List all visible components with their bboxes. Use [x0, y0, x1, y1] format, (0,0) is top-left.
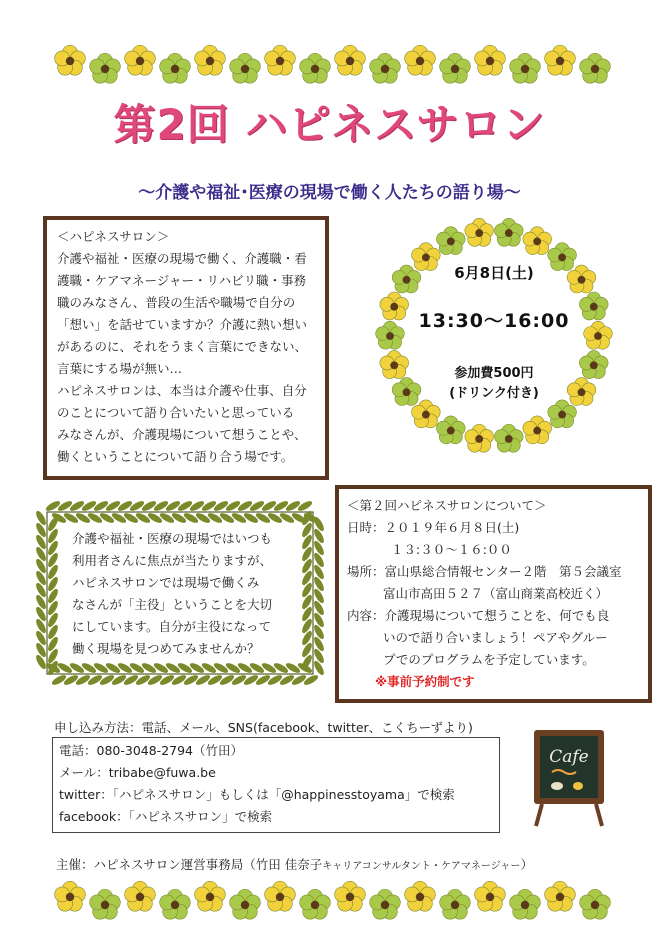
flower-icon [335, 881, 366, 911]
flower-icon [160, 889, 191, 919]
contact-twitter: twitter：「ハピネスサロン」もしくは「@happinesstoyama」で検索 [59, 787, 455, 802]
leaf-icon [272, 499, 289, 513]
leaf-icon [98, 511, 115, 525]
intro-line: 言葉にする場が無い… [57, 361, 183, 376]
leaf-icon [300, 629, 314, 646]
flower-icon [440, 53, 471, 83]
leaf-icon [188, 499, 205, 513]
leaf-line: にしています。自分が主役になって [72, 619, 272, 634]
leaf-icon [74, 673, 91, 687]
leaf-icon [56, 661, 73, 675]
flower-border-top [52, 45, 612, 85]
fee-label: 参加費500円 [454, 366, 534, 381]
leaf-icon [34, 593, 48, 610]
leaf-icon [266, 511, 283, 525]
leaf-icon [312, 551, 326, 568]
intro-heading: ＜ハピネスサロン＞ [57, 229, 170, 244]
leaf-icon [300, 581, 314, 598]
leaf-icon [300, 533, 314, 550]
leaf-icon [80, 499, 97, 513]
event-fee [372, 364, 616, 404]
leaf-icon [146, 511, 163, 525]
event-time: 13:30～16:00 [418, 310, 570, 332]
flower-icon [125, 45, 156, 75]
leaf-icon [86, 511, 103, 525]
leaf-icon [46, 587, 60, 604]
flower-icon [523, 416, 552, 444]
intro-line: 「想い」を話せていますか？介護に熱い想い [57, 317, 308, 332]
leaf-icon [266, 673, 283, 687]
leaf-icon [74, 511, 91, 525]
flower-icon [90, 53, 121, 83]
leaf-line: 働く現場を見つめてみませんか？ [72, 641, 260, 656]
leaf-icon [170, 673, 187, 687]
leaf-icon [300, 545, 314, 562]
leaf-icon [300, 521, 314, 538]
leaf-icon [46, 551, 60, 568]
leaf-icon [194, 673, 211, 687]
flower-icon [580, 53, 611, 83]
leaf-icon [116, 499, 133, 513]
leaf-icon [312, 635, 326, 652]
flower-icon [125, 881, 156, 911]
details-date: 日時：２０１９年６月８日(土) [347, 520, 520, 535]
leaf-icon [152, 661, 169, 675]
leaf-icon [34, 641, 48, 658]
leaf-icon [46, 635, 60, 652]
leaf-icon [254, 511, 271, 525]
cafe-sign-icon [530, 728, 608, 828]
contact-mail: メール：tribabe@fuwa.be [59, 765, 216, 780]
organizer-role: キャリアコンサルタント・ケアマネージャー [322, 861, 521, 872]
organizer-close: ） [520, 857, 533, 872]
leaf-icon [128, 661, 145, 675]
flower-icon [510, 889, 541, 919]
leaf-icon [34, 533, 48, 550]
leaf-icon [176, 499, 193, 513]
intro-box [43, 216, 329, 480]
leaf-icon [242, 673, 259, 687]
details-content-cont: プでのプログラムを予定しています。 [383, 652, 595, 667]
leaf-icon [62, 511, 79, 525]
leaf-icon [92, 661, 109, 675]
leaf-icon [46, 563, 60, 580]
leaf-icon [34, 557, 48, 574]
leaf-icon [104, 661, 121, 675]
leaf-icon [300, 593, 314, 610]
organizer [56, 855, 533, 873]
flower-icon [90, 889, 121, 919]
leaf-icon [312, 539, 326, 556]
details-place: 場所：富山県総合情報センター２階 第５会議室 [347, 564, 622, 579]
flower-icon [405, 881, 436, 911]
leaf-icon [44, 499, 61, 513]
event-date: 6月8日(土) [454, 264, 534, 282]
leaf-line: 介護や福祉・医療の現場ではいつも [72, 531, 273, 546]
flower-icon [545, 45, 576, 75]
leaf-icon [110, 673, 127, 687]
leaf-icon [176, 661, 193, 675]
flower-icon [465, 218, 494, 246]
leaf-icon [278, 673, 295, 687]
leaf-icon [46, 611, 60, 628]
flower-icon [55, 45, 86, 75]
flower-border-bottom [52, 881, 612, 921]
leaf-icon [236, 499, 253, 513]
organizer-main: 主催：ハピネスサロン運営事務局（竹田 佳奈子 [56, 857, 323, 872]
leaf-icon [312, 587, 326, 604]
leaf-icon [272, 661, 289, 675]
flower-icon [335, 45, 366, 75]
intro-line: ハピネスサロンは、本当は介護や仕事、自分 [57, 383, 307, 398]
leaf-icon [212, 499, 229, 513]
flower-icon [300, 889, 331, 919]
event-details-box [335, 485, 652, 703]
apply-heading: 申し込み方法：電話、メール、SNS(facebook、twitter、こくちーずより) [54, 720, 473, 735]
intro-line: 護職・ケアマネージャー・リハビリ職・事務 [57, 273, 307, 288]
leaf-icon [200, 499, 217, 513]
leaf-icon [140, 499, 157, 513]
leaf-icon [218, 673, 235, 687]
intro-line: みなさんが、介護現場について想うことや、 [57, 427, 307, 442]
leaf-icon [284, 499, 301, 513]
leaf-box-text [72, 528, 292, 660]
details-address: 富山市高田５２７（富山商業高校近く） [383, 586, 609, 601]
leaf-icon [290, 673, 307, 687]
flower-icon [475, 881, 506, 911]
leaf-icon [46, 527, 60, 544]
flower-icon [55, 881, 86, 911]
flower-icon [580, 889, 611, 919]
leaf-icon [300, 617, 314, 634]
flower-icon [436, 227, 465, 255]
intro-line: 介護や福祉・医療の現場で働く、介護職・看 [57, 251, 307, 266]
leaf-line: 利用者さんに焦点が当たりますが、 [72, 553, 273, 568]
leaf-icon [312, 659, 326, 676]
leaf-icon [242, 511, 259, 525]
leaf-icon [98, 673, 115, 687]
leaf-icon [260, 499, 277, 513]
details-heading: ＜第２回ハピネスサロンについて＞ [347, 498, 547, 513]
leaf-icon [34, 545, 48, 562]
leaf-icon [152, 499, 169, 513]
intro-line: があるのに、それをうまく言葉にできない、 [57, 339, 308, 354]
cafe-sign-text: Cafe [549, 747, 589, 767]
flower-icon [370, 889, 401, 919]
leaf-icon [50, 673, 67, 687]
leaf-icon [134, 511, 151, 525]
leaf-icon [170, 511, 187, 525]
flower-icon [405, 45, 436, 75]
leaf-icon [284, 661, 301, 675]
leaf-line: ハピネスサロンでは現場で働くみ [72, 575, 260, 590]
flower-icon [436, 416, 465, 444]
leaf-icon [278, 511, 295, 525]
leaf-icon [300, 557, 314, 574]
leaf-icon [300, 569, 314, 586]
leaf-icon [302, 673, 319, 687]
leaf-icon [254, 673, 271, 687]
leaf-icon [248, 499, 265, 513]
leaf-icon [312, 611, 326, 628]
contact-box [52, 737, 500, 833]
page-title: 第2回 ハピネスサロン [113, 100, 546, 149]
contact-phone: 電話：080-3048-2794（竹田） [59, 743, 244, 758]
flower-wreath [372, 214, 616, 458]
leaf-icon [158, 511, 175, 525]
leaf-icon [312, 527, 326, 544]
flower-icon [300, 53, 331, 83]
leaf-icon [34, 569, 48, 586]
leaf-icon [312, 623, 326, 640]
flower-icon [475, 45, 506, 75]
flower-icon [412, 400, 441, 428]
details-content-cont: いので語り合いましょう！ペアやグルー [383, 630, 608, 645]
leaf-icon [200, 661, 217, 675]
flower-icon [494, 218, 523, 246]
leaf-icon [62, 673, 79, 687]
leaf-icon [230, 673, 247, 687]
leaf-icon [206, 673, 223, 687]
leaf-icon [122, 511, 139, 525]
details-content: 内容：介護現場について想うことを、何でも良 [347, 608, 610, 623]
leaf-icon [128, 499, 145, 513]
leaf-icon [224, 661, 241, 675]
contact-facebook: facebook：「ハピネスサロン」で検索 [59, 809, 273, 824]
reservation-note: ※事前予約制です [375, 674, 475, 689]
leaf-icon [34, 581, 48, 598]
flower-icon [548, 400, 577, 428]
details-time: １３:３０～１６:００ [391, 542, 512, 557]
flower-icon [195, 45, 226, 75]
intro-line: 働くということについて語り合う場です。 [57, 449, 294, 464]
leaf-icon [188, 661, 205, 675]
leaf-icon [116, 661, 133, 675]
leaf-icon [34, 509, 48, 526]
leaf-icon [218, 511, 235, 525]
intro-line: 職のみなさん、普段の生活や職場で自分の [57, 295, 296, 310]
drink-label: (ドリンク付き) [449, 386, 539, 401]
leaf-icon [46, 647, 60, 664]
flower-icon [523, 227, 552, 255]
leaf-icon [296, 499, 313, 513]
flower-icon [265, 881, 296, 911]
leaf-icon [236, 661, 253, 675]
leaf-icon [164, 661, 181, 675]
page-subtitle: ～介護や福祉･医療の現場で働く人たちの語り場～ [138, 183, 521, 203]
leaf-icon [46, 623, 60, 640]
leaf-icon [110, 511, 127, 525]
leaf-icon [122, 673, 139, 687]
leaf-icon [212, 661, 229, 675]
leaf-icon [34, 653, 48, 670]
flower-icon [230, 889, 261, 919]
leaf-icon [182, 673, 199, 687]
leaf-icon [300, 605, 314, 622]
leaf-icon [46, 575, 60, 592]
flower-icon [370, 53, 401, 83]
leaf-icon [46, 539, 60, 556]
leaf-icon [312, 575, 326, 592]
leaf-icon [68, 499, 85, 513]
leaf-line: なさんが「主役」ということを大切 [72, 597, 273, 612]
leaf-icon [182, 511, 199, 525]
flower-icon [465, 424, 494, 452]
leaf-icon [134, 673, 151, 687]
leaf-icon [312, 647, 326, 664]
leaf-icon [146, 673, 163, 687]
leaf-icon [260, 661, 277, 675]
leaf-icon [230, 511, 247, 525]
leaf-icon [68, 661, 85, 675]
flower-icon [494, 424, 523, 452]
leaf-icon [46, 599, 60, 616]
leaf-icon [248, 661, 265, 675]
leaf-icon [92, 499, 109, 513]
leaf-icon [194, 511, 211, 525]
flower-icon [545, 881, 576, 911]
leaf-icon [56, 499, 73, 513]
leaf-icon [158, 673, 175, 687]
leaf-icon [164, 499, 181, 513]
flower-icon [160, 53, 191, 83]
flower-icon [265, 45, 296, 75]
leaf-icon [34, 521, 48, 538]
flower-icon [440, 889, 471, 919]
leaf-icon [104, 499, 121, 513]
leaf-icon [300, 641, 314, 658]
leaf-icon [34, 617, 48, 634]
flower-icon [195, 881, 226, 911]
flower-icon [230, 53, 261, 83]
leaf-icon [86, 673, 103, 687]
leaf-icon [80, 661, 97, 675]
leaf-icon [206, 511, 223, 525]
leaf-icon [140, 661, 157, 675]
leaf-icon [34, 629, 48, 646]
leaf-icon [34, 605, 48, 622]
leaf-icon [312, 599, 326, 616]
intro-line: のことについて語り合いたいと思っている [57, 405, 295, 420]
leaf-icon [312, 563, 326, 580]
leaf-icon [224, 499, 241, 513]
flower-icon [510, 53, 541, 83]
